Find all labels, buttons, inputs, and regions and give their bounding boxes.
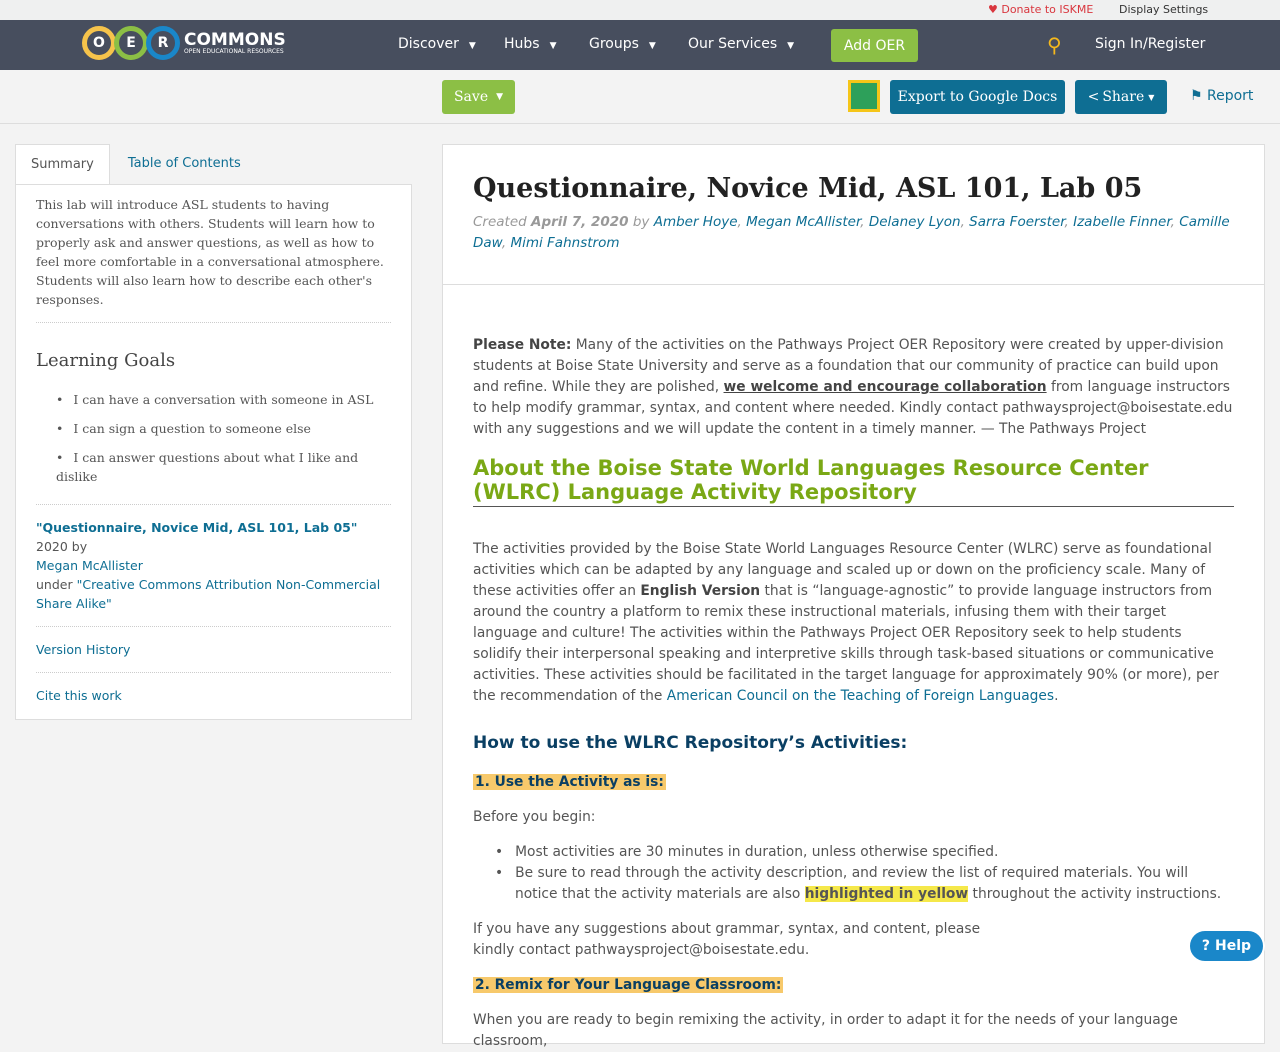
- chevron-down-icon: ▼: [468, 41, 476, 51]
- bullet-text: Be sure to read through the activity description, and review the list of required materials. You will notice that the activity materials are also: [515, 865, 1189, 902]
- sidebar: [15, 144, 412, 720]
- summary-text: This lab will introduce ASL students to having conversations with others. Students will learn how to properly ask and answer questions, as well as how to feel more comfortable in a conversational atmosphere. Students will also learn how to describe each other's responses.: [36, 197, 384, 307]
- logo-e: E: [114, 26, 148, 60]
- author-link[interactable]: Sarra Foerster: [969, 214, 1065, 230]
- author-link[interactable]: Mimi Fahnstrom: [510, 235, 620, 251]
- google-classroom-icon[interactable]: [848, 80, 880, 112]
- add-oer-button[interactable]: Add OER: [831, 29, 918, 62]
- attribution-title-link[interactable]: "Questionnaire, Novice Mid, ASL 101, Lab 05": [36, 520, 358, 535]
- page-title: Questionnaire, Novice Mid, ASL 101, Lab 05: [473, 173, 1143, 204]
- how-to-heading: How to use the WLRC Repository’s Activities:: [473, 733, 908, 753]
- suggest-text: If you have any suggestions about grammar, syntax, and content, please kindly contact pathwaysproject@boisestate.edu.: [473, 921, 981, 958]
- nav-label: Discover: [398, 36, 459, 52]
- author-link[interactable]: Camille Daw: [473, 214, 1230, 251]
- sign-in-link[interactable]: Sign In/Register: [1095, 36, 1206, 52]
- author-link[interactable]: Izabelle Finner: [1073, 214, 1171, 230]
- donate-link[interactable]: ♥ Donate to ISKME: [988, 3, 1094, 16]
- nav-label: Groups: [589, 36, 639, 52]
- attribution-under: under: [36, 577, 77, 592]
- about-text-2: that is “language-agnostic” to provide language instructors from around the country a platform to remix these instructional materials, infusing them with their target language and culture! The activities within the Pathways Project OER Repository seek to help students solidify their interpersonal speaking and interpretive skills through task-based situations or communicative activities. These activities should be facilitated in the target language for approximately 90% (or more), per the recommendation of the: [473, 583, 1219, 704]
- note-text: Many of the activities on the Pathways Project OER Repository were created by upper-division students at Boise State University and serve as a foundation that our community of practice can build upon and refine. While they are polished,: [473, 337, 1224, 395]
- version-history-link[interactable]: Version History: [36, 642, 131, 657]
- author-link[interactable]: Megan McAllister: [746, 214, 861, 230]
- nav-groups[interactable]: [589, 36, 656, 52]
- summary-panel: [15, 184, 412, 720]
- step-1-heading: 1. Use the Activity as is:: [475, 774, 664, 790]
- caret-down-icon: ▼: [496, 92, 504, 102]
- save-label: Save: [453, 89, 489, 105]
- author-link[interactable]: Megan McAllister: [36, 558, 143, 573]
- created-date: April 7, 2020: [531, 214, 629, 230]
- chevron-down-icon: ▼: [648, 41, 656, 51]
- utility-bar: [0, 0, 1280, 20]
- logo-title: COMMONS: [184, 29, 286, 50]
- bullet-text: throughout the activity instructions.: [968, 886, 1222, 902]
- note-text: from language instructors to help modify grammar, syntax, and content where needed. Kindly contact pathwaysproject@boisestate.edu with any suggestions and we will update the content in a timely manner. — The Pathways Project: [473, 379, 1233, 437]
- share-label: Share: [1102, 89, 1145, 105]
- list-item: [495, 863, 1234, 905]
- list-item: • Most activities are 30 minutes in duration, unless otherwise specified.: [495, 842, 1234, 863]
- caret-down-icon: ▼: [1148, 92, 1155, 102]
- save-button[interactable]: [442, 80, 515, 114]
- help-button[interactable]: [1188, 929, 1265, 963]
- about-heading: About the Boise State World Languages Resource Center (WLRC) Language Activity Repository: [473, 456, 1234, 507]
- about-text-1: The activities provided by the Boise State World Languages Resource Center (WLRC) serve as foundational activities which can be adapted by any language and scaled up or down on the proficiency scale. Many of these activities offer an: [473, 541, 1212, 599]
- chevron-down-icon: ▼: [787, 41, 795, 51]
- chevron-down-icon: ▼: [549, 41, 557, 51]
- tab-table-of-contents[interactable]: Table of Contents: [127, 156, 241, 171]
- logo-subtitle: OPEN EDUCATIONAL RESOURCES: [184, 47, 284, 55]
- logo-r: R: [146, 26, 180, 60]
- nav-discover[interactable]: [398, 36, 476, 52]
- report-link[interactable]: [1190, 88, 1253, 104]
- about-text: [473, 539, 1234, 707]
- goal-item: • I can have a conversation with someone in ASL: [56, 390, 391, 409]
- goal-item: • I can sign a question to someone else: [56, 419, 391, 438]
- goal-item: • I can answer questions about what I like and dislike: [56, 448, 391, 486]
- resource-meta: Created April 7, 2020 by Amber Hoye, Megan McAllister, Delaney Lyon, Sarra Foerster, Izabelle Finner, Camille Daw, Mimi Fahnstrom: [473, 214, 1230, 251]
- help-label: Help: [1215, 938, 1252, 954]
- english-version: English Version: [640, 583, 761, 599]
- about-end: .: [1054, 688, 1059, 704]
- oer-commons-logo[interactable]: [82, 26, 286, 60]
- step-2-heading: 2. Remix for Your Language Classroom:: [475, 977, 782, 993]
- highlight-text: highlighted in yellow: [804, 886, 969, 902]
- report-label: Report: [1207, 88, 1254, 104]
- created-label: Created: [473, 214, 532, 230]
- share-button[interactable]: [1075, 80, 1167, 114]
- author-link[interactable]: Amber Hoye: [653, 214, 738, 230]
- attribution: [36, 518, 391, 613]
- display-settings-link[interactable]: Display Settings: [1119, 3, 1209, 16]
- logo-o: O: [82, 26, 116, 60]
- nav-hubs[interactable]: [504, 36, 557, 52]
- attribution-year: 2020 by: [36, 539, 88, 554]
- before-text: Before you begin:: [473, 809, 596, 825]
- note-label: Please Note:: [473, 337, 572, 353]
- please-note: [473, 335, 1234, 440]
- main-nav: [0, 20, 1280, 70]
- export-google-docs-button[interactable]: Export to Google Docs: [890, 80, 1065, 114]
- author-link[interactable]: Delaney Lyon: [868, 214, 961, 230]
- remix-text: When you are ready to begin remixing the activity, in order to adapt it for the needs of your language classroom,: [473, 1012, 1178, 1049]
- flag-icon: ⚑: [1190, 88, 1203, 104]
- resource-content: [442, 144, 1265, 1049]
- tab-summary[interactable]: Summary: [15, 144, 110, 184]
- actfl-link[interactable]: American Council on the Teaching of Foreign Languages: [666, 688, 1055, 704]
- share-icon: <: [1087, 89, 1100, 105]
- license-link[interactable]: "Creative Commons Attribution Non-Commercial Share Alike": [36, 577, 381, 611]
- nav-label: Our Services: [688, 36, 778, 52]
- cite-link[interactable]: Cite this work: [36, 688, 122, 703]
- by-label: by: [628, 214, 654, 230]
- collaboration-link[interactable]: we welcome and encourage collaboration: [723, 379, 1047, 395]
- question-icon: ?: [1201, 938, 1211, 954]
- learning-goals-title: Learning Goals: [36, 350, 176, 371]
- search-icon[interactable]: ⚲: [1047, 33, 1062, 57]
- nav-label: Hubs: [504, 36, 540, 52]
- nav-our-services[interactable]: [688, 36, 794, 52]
